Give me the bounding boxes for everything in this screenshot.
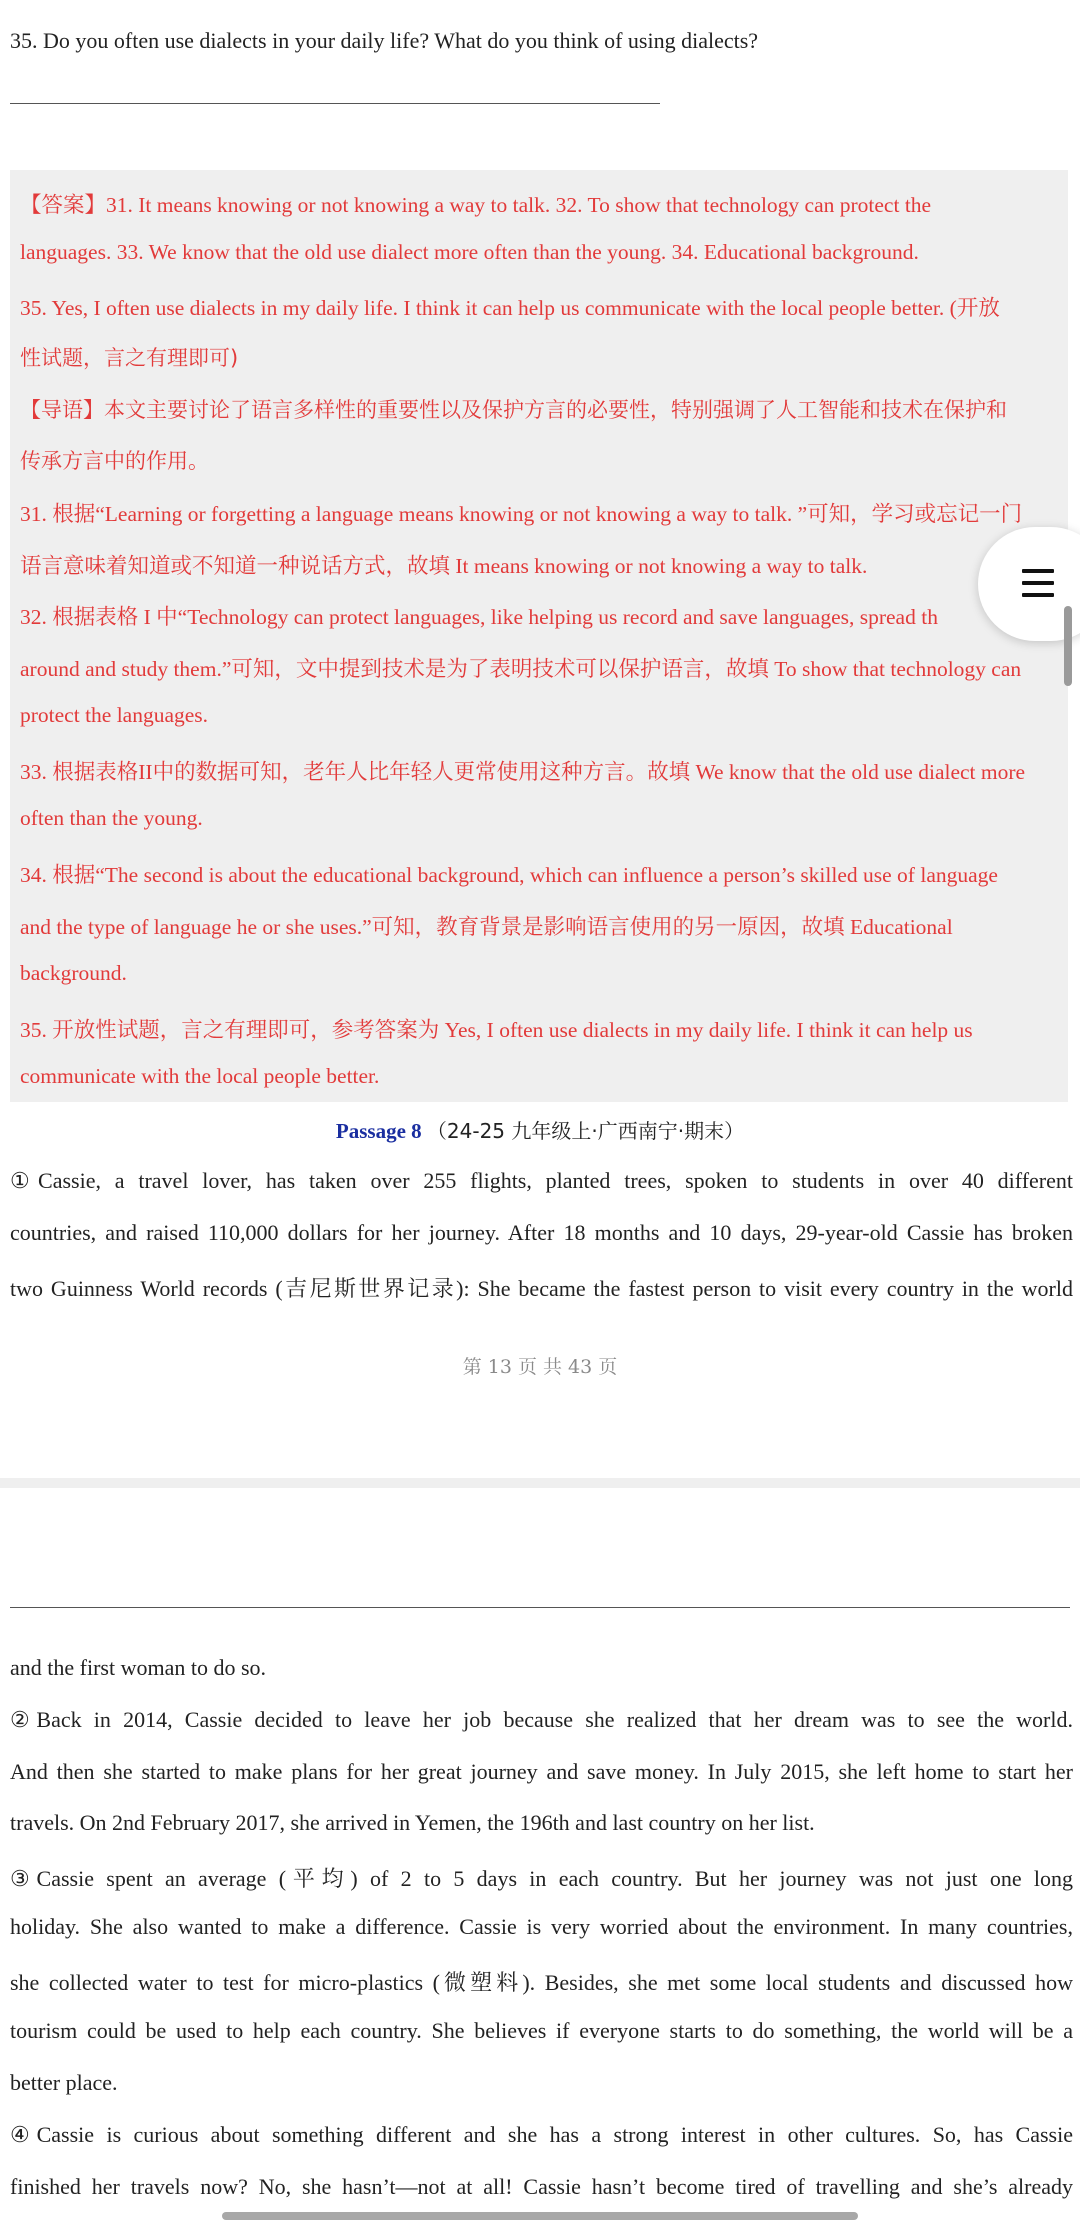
home-indicator-bar[interactable] [222, 2212, 858, 2220]
passage-line: finished her travels now? No, she hasn’t—not at all! Cassie hasn’t become tired of travelling and she’s already [10, 2174, 1073, 2199]
passage-source: （24-25 九年级上·广西南宁·期末） [426, 1119, 745, 1143]
answer-line: 35. Yes, I often use dialects in my daily life. I think it can help us communicate with the local people better. (开放 [20, 296, 1000, 320]
passage-heading [0, 1115, 1080, 1144]
answer-line: 32. 根据表格 I 中“Technology can protect languages, like helping us record and save languages, spread th [20, 605, 938, 629]
passage-number: Passage 8 [335, 1119, 422, 1143]
passage-line: better place. [10, 2070, 118, 2095]
passage-line: tourism could be used to help each country. She believes if everyone starts to do something, the world will be a [10, 2018, 1073, 2043]
answer-line: 性试题，言之有理即可) [20, 346, 239, 370]
answer-line: 33. 根据表格II中的数据可知，老年人比年轻人更常使用这种方言。故填 We know that the old use dialect more [20, 760, 1026, 784]
passage-line: travels. On 2nd February 2017, she arrived in Yemen, the 196th and last country on her list. [10, 1810, 815, 1835]
passage-line: holiday. She also wanted to make a difference. Cassie is very worried about the environment. In many countries, [10, 1914, 1073, 1939]
passage-line: ③Cassie spent an average (平均) of 2 to 5 days in each country. But her journey was not just one long [10, 1866, 1073, 1891]
passage-line: ①Cassie, a travel lover, has taken over 255 flights, planted trees, spoken to students in over 40 different [10, 1168, 1073, 1193]
answer-line: and the type of language he or she uses.”可知，教育背景是影响语言使用的另一原因，故填 Educational [20, 915, 953, 939]
answer-line: languages. 33. We know that the old use dialect more often than the young. 34. Educational background. [20, 240, 919, 264]
answer-line: communicate with the local people better. [20, 1064, 380, 1088]
answer-blank-line [10, 103, 660, 104]
passage-line: two Guinness World records (吉尼斯世界记录): She became the fastest person to visit every country in the world [10, 1276, 1073, 1301]
answer-line: protect the languages. [20, 703, 209, 727]
vertical-scrollbar[interactable] [1064, 606, 1072, 686]
answer-line: background. [20, 961, 127, 985]
guide-line: 【导语】本文主要讨论了语言多样性的重要性以及保护方言的必要性，特别强调了人工智能和技术在保护和 [20, 398, 1007, 422]
passage-line: ②Back in 2014, Cassie decided to leave her job because she realized that her dream was to see the world. [10, 1707, 1073, 1732]
hamburger-menu-icon[interactable] [1022, 569, 1054, 597]
passage-line: she collected water to test for micro-plastics (微塑料). Besides, she met some local students and discussed how [10, 1970, 1073, 1995]
page-header-rule [10, 1607, 1070, 1608]
answer-line: around and study them.”可知，文中提到技术是为了表明技术可以保护语言，故填 To show that technology can [20, 657, 1022, 681]
guide-line: 传承方言中的作用。 [20, 449, 209, 473]
passage-line: And then she started to make plans for her great journey and save money. In July 2015, she left home to start her [10, 1759, 1073, 1784]
page-separator [0, 1478, 1080, 1488]
passage-line: ④Cassie is curious about something different and she has a strong interest in other cultures. So, has Cassie [10, 2122, 1073, 2147]
answer-line: 35. 开放性试题，言之有理即可，参考答案为 Yes, I often use dialects in my daily life. I think it can help us [20, 1018, 973, 1042]
answer-explanation-box [10, 170, 1068, 1102]
answer-line: often than the young. [20, 806, 203, 830]
answer-line: 【答案】31. It means knowing or not knowing a way to talk. 32. To show that technology can protect the [20, 193, 932, 217]
answer-line: 语言意味着知道或不知道一种说话方式，故填 It means knowing or not knowing a way to talk. [20, 554, 868, 578]
passage-line: and the first woman to do so. [10, 1655, 267, 1680]
answer-line: 34. 根据“The second is about the educational background, which can influence a person’s skilled use of language [20, 863, 998, 887]
document-page-14 [0, 1488, 1080, 2229]
question-35: 35. Do you often use dialects in your daily life? What do you think of using dialects? [10, 28, 759, 53]
passage-line: countries, and raised 110,000 dollars for her journey. After 18 months and 10 days, 29-year-old Cassie has broken [10, 1220, 1073, 1245]
page-footer: 第 13 页 共 43 页 [462, 1356, 618, 1378]
answer-line: 31. 根据“Learning or forgetting a language means knowing or not knowing a way to talk. ”可知，学习或忘记一门 [20, 502, 1023, 526]
